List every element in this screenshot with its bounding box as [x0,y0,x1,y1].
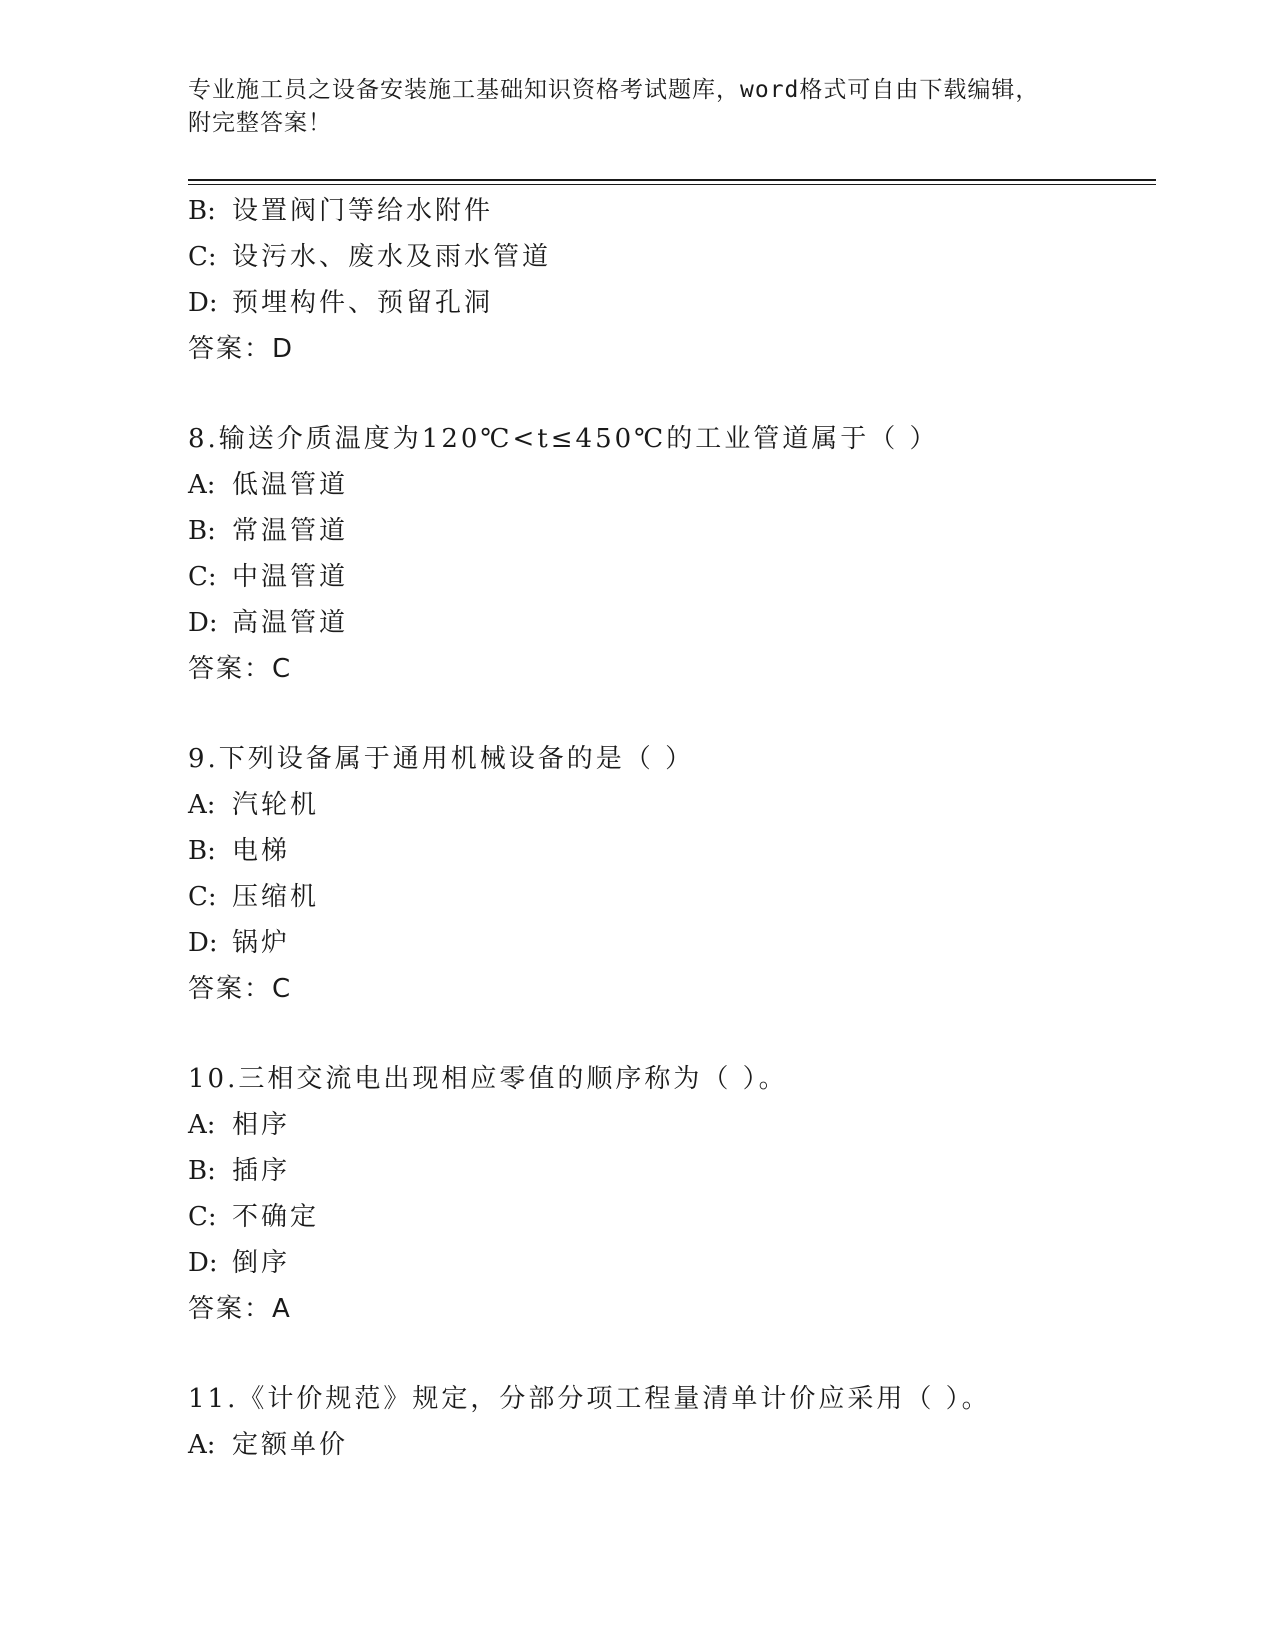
option-letter: A: [188,790,216,820]
option-text: 预埋构件、预留孔洞 [232,288,494,318]
answer-text: 答案：C [188,974,293,1004]
option-row [188,1148,1156,1194]
option-letter: C: [188,242,217,272]
option-row [188,508,1156,554]
header-divider-thick [188,179,1156,181]
option-row [188,188,1156,234]
option-text: 汽轮机 [232,790,320,820]
question-text: 10.三相交流电出现相应零值的顺序称为（ ）。 [188,1064,788,1094]
answer-text: 答案：C [188,654,293,684]
option-text: 倒序 [232,1248,291,1278]
option-text: 插序 [232,1156,291,1186]
option-letter: B: [188,836,216,866]
header-divider-thin [188,184,1156,185]
question-block [188,1376,1156,1468]
option-letter: A: [188,1110,216,1140]
option-row [188,1422,1156,1468]
option-text: 电梯 [232,836,291,866]
answer-text: 答案：D [188,334,295,364]
option-row [188,920,1156,966]
answer-text: 答案：A [188,1294,292,1324]
option-letter: A: [188,470,216,500]
option-text: 不确定 [232,1202,320,1232]
header-line-1: 专业施工员之设备安装施工基础知识资格考试题库，word格式可自由下载编辑， [188,77,1040,103]
option-row [188,1194,1156,1240]
option-letter: C: [188,562,217,592]
option-letter: B: [188,196,216,226]
option-text: 常温管道 [232,516,349,546]
option-row [188,1240,1156,1286]
option-text: 中温管道 [232,562,349,592]
option-row [188,234,1156,280]
question-text: 11.《计价规范》规定，分部分项工程量清单计价应采用（ ）。 [188,1384,991,1414]
option-text: 高温管道 [232,608,349,638]
question-text: 8.输送介质温度为120℃<t≤450℃的工业管道属于（ ） [188,424,939,454]
option-letter: D: [188,288,218,318]
option-letter: D: [188,928,218,958]
option-letter: D: [188,608,218,638]
question-block [188,1056,1156,1332]
option-row [188,554,1156,600]
option-text: 设置阀门等给水附件 [232,196,494,226]
option-letter: B: [188,1156,216,1186]
option-row [188,828,1156,874]
document-header [188,74,1088,140]
option-row [188,280,1156,326]
question-text: 9.下列设备属于通用机械设备的是（ ） [188,744,695,774]
question-block [188,736,1156,1012]
option-text: 锅炉 [232,928,291,958]
option-letter: A: [188,1430,216,1460]
question-list [188,188,1156,1468]
option-row [188,1102,1156,1148]
option-letter: C: [188,882,217,912]
option-text: 低温管道 [232,470,349,500]
header-line-2: 附完整答案！ [188,110,332,136]
option-text: 相序 [232,1110,291,1140]
option-row [188,462,1156,508]
option-letter: C: [188,1202,217,1232]
option-letter: D: [188,1248,218,1278]
option-row [188,782,1156,828]
option-row [188,600,1156,646]
option-letter: B: [188,516,216,546]
question-block [188,188,1156,372]
option-text: 定额单价 [232,1430,349,1460]
option-row [188,874,1156,920]
option-text: 压缩机 [232,882,320,912]
question-block [188,416,1156,692]
option-text: 设污水、废水及雨水管道 [232,242,552,272]
